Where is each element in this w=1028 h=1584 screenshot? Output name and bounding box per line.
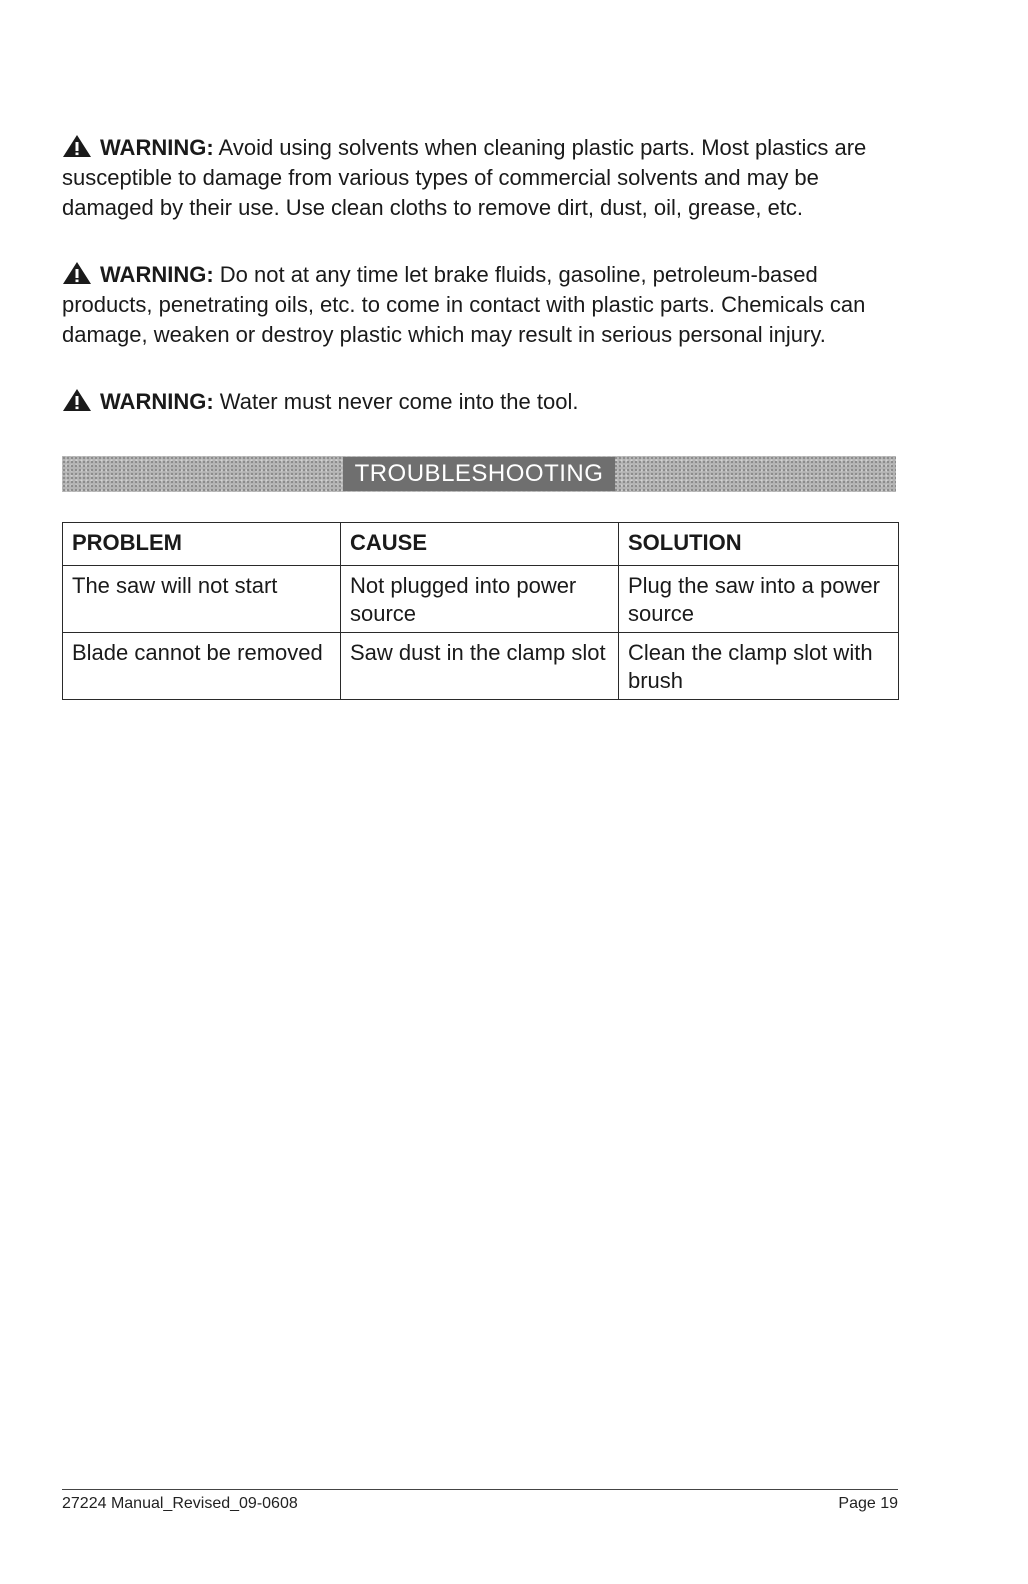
footer-divider: [62, 1489, 898, 1490]
warning-triangle-icon: [62, 134, 92, 158]
cell-cause: Saw dust in the clamp slot: [341, 633, 619, 700]
section-banner: [62, 456, 896, 492]
warning-text: Avoid using solvents when cleaning plastic parts. Most plastics are susceptible to damage from various types of commercial solvents and may be damaged by their use. Use clean cloths to remove dirt, dust, oil, grease, etc.: [62, 135, 867, 220]
footer-document-id: 27224 Manual_Revised_09-0608: [62, 1495, 298, 1512]
table-header-row: [63, 523, 899, 566]
warning-chemicals: [62, 260, 912, 350]
cell-cause: Not plugged into power source: [341, 566, 619, 633]
table-row: [63, 633, 899, 700]
footer-page-number: Page 19: [838, 1495, 898, 1512]
warning-label: WARNING:: [100, 389, 214, 414]
cell-solution: Plug the saw into a power source: [619, 566, 899, 633]
warning-text: Do not at any time let brake fluids, gasoline, petroleum-based products, penetrating oils, etc. to come in contact with plastic parts. Chemicals can damage, weaken or destroy plastic which may result in serious personal injury.: [62, 262, 866, 347]
troubleshooting-table: [62, 522, 899, 700]
section-title: TROUBLESHOOTING: [343, 457, 616, 491]
warning-solvents: [62, 133, 912, 223]
cell-problem: Blade cannot be removed: [63, 633, 341, 700]
header-cause: CAUSE: [341, 523, 619, 566]
warning-text: Water must never come into the tool.: [213, 389, 579, 414]
warning-triangle-icon: [62, 261, 92, 285]
header-problem: PROBLEM: [63, 523, 341, 566]
cell-problem: The saw will not start: [63, 566, 341, 633]
header-solution: SOLUTION: [619, 523, 899, 566]
warning-label: WARNING:: [100, 262, 214, 287]
warning-triangle-icon: [62, 388, 92, 412]
warning-water: [62, 387, 912, 417]
warning-label: WARNING:: [100, 135, 214, 160]
cell-solution: Clean the clamp slot with brush: [619, 633, 899, 700]
table-row: [63, 566, 899, 633]
